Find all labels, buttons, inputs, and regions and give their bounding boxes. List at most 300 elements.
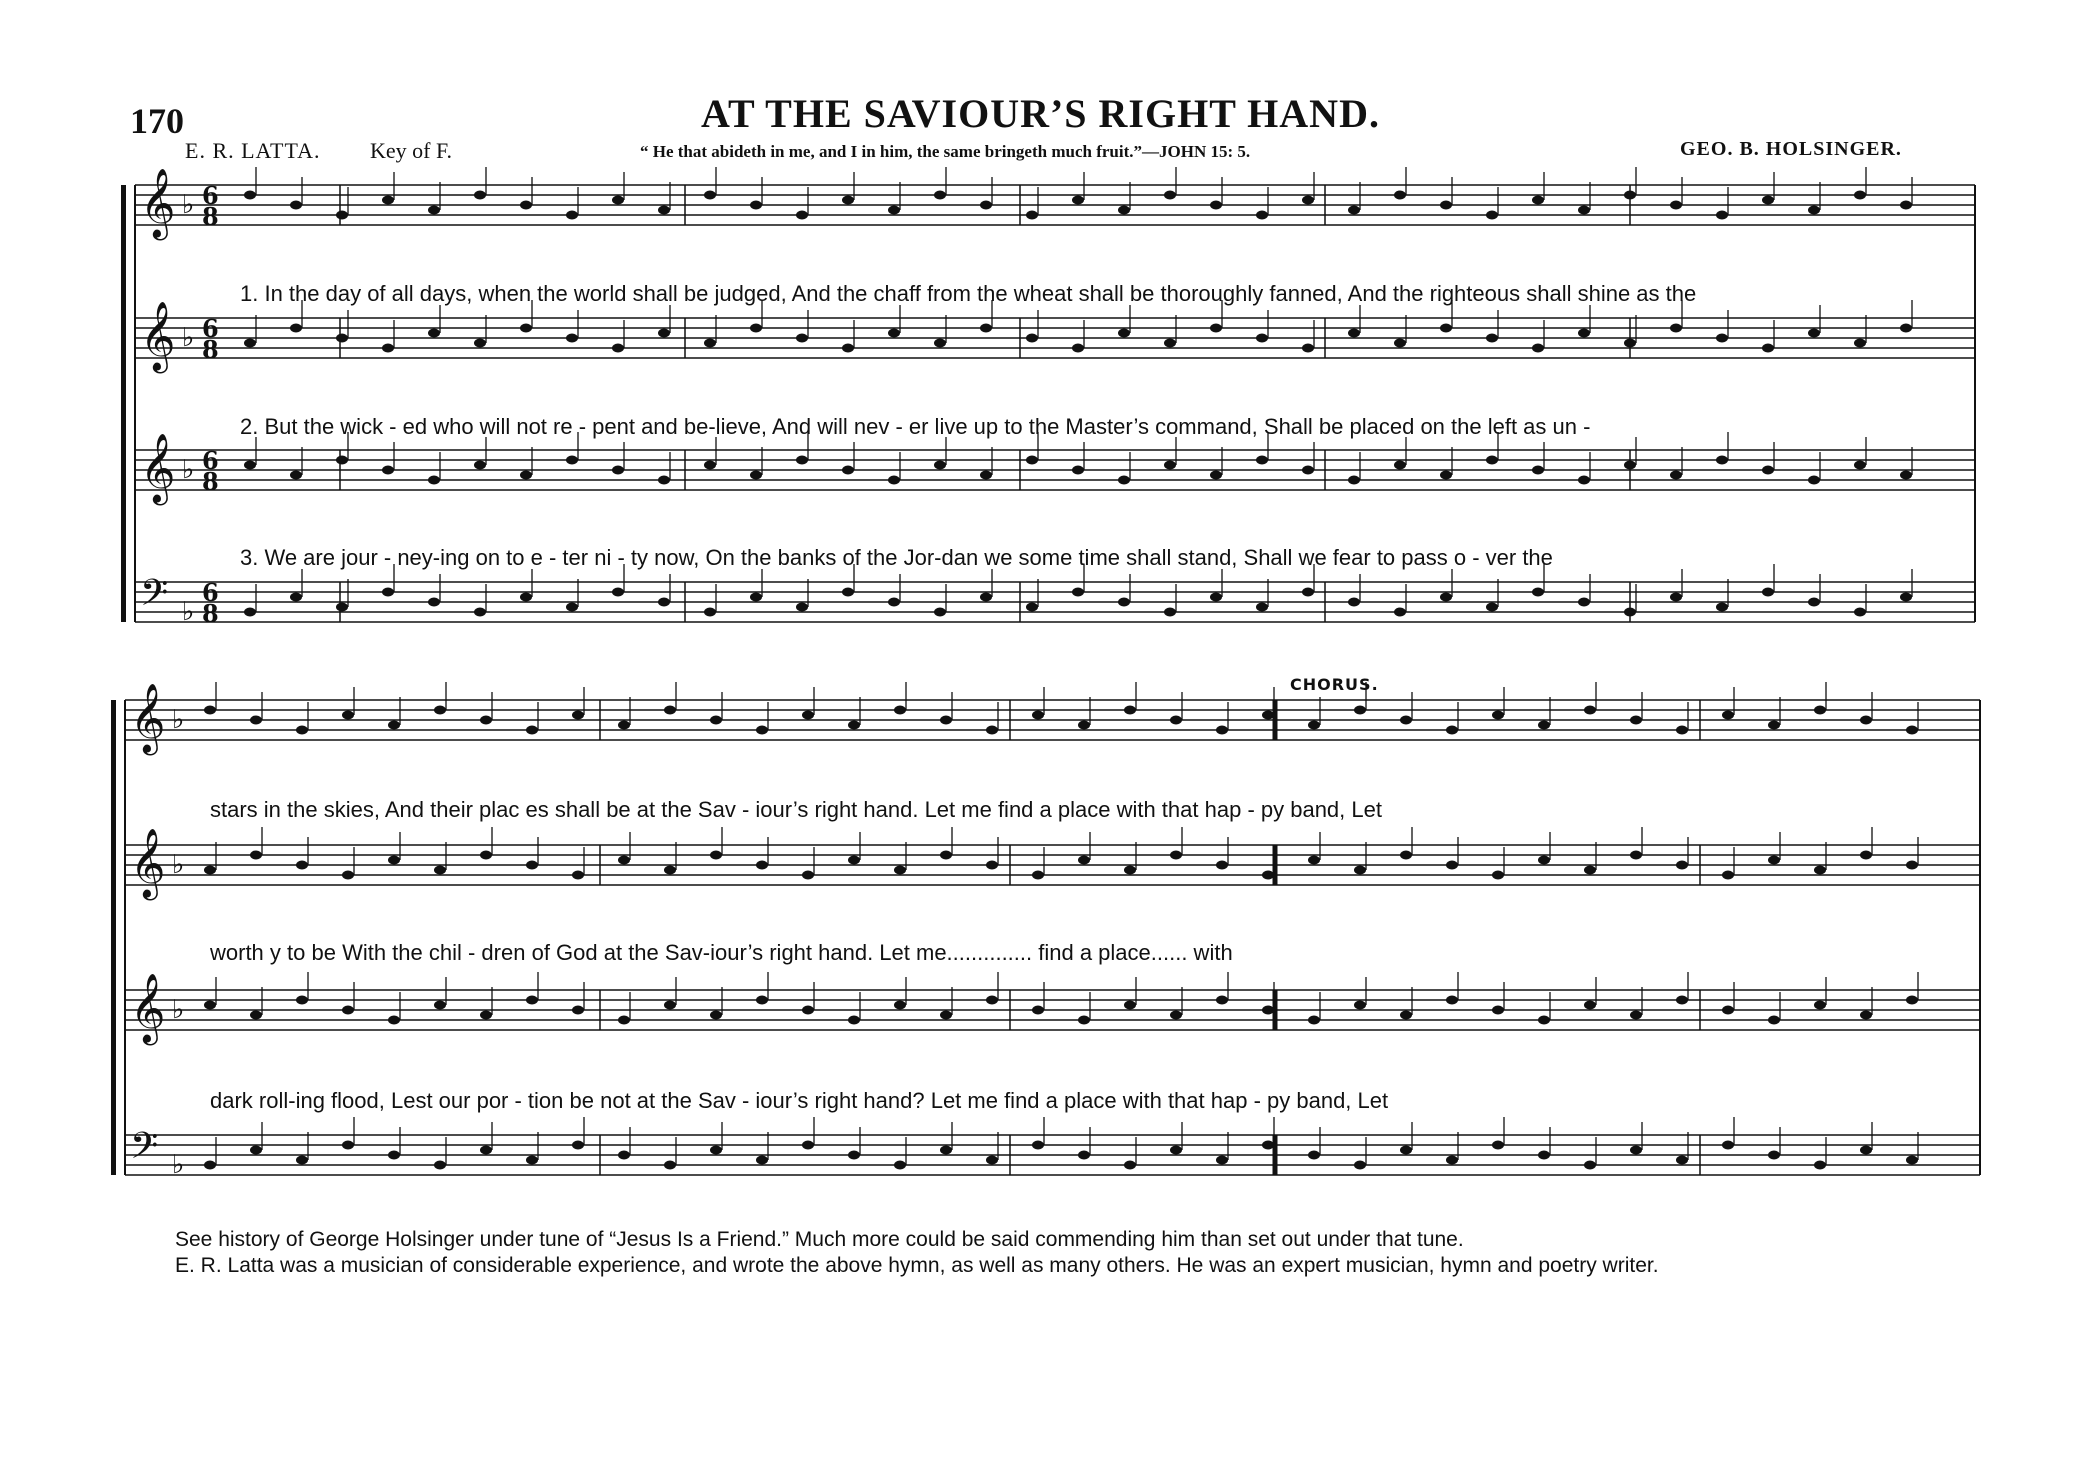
notehead	[342, 1006, 354, 1015]
notehead	[664, 866, 676, 875]
notehead	[842, 466, 854, 475]
flat-sign-icon: ♭	[172, 995, 185, 1025]
notehead	[1854, 461, 1866, 470]
notehead	[710, 851, 722, 860]
notehead	[1446, 726, 1458, 735]
notehead	[888, 476, 900, 485]
notehead	[1302, 466, 1314, 475]
notehead	[1348, 329, 1360, 338]
notehead	[520, 471, 532, 480]
notehead	[250, 1011, 262, 1020]
notehead	[296, 996, 308, 1005]
notehead	[1394, 191, 1406, 200]
notehead	[382, 466, 394, 475]
notehead	[1256, 456, 1268, 465]
notehead	[204, 866, 216, 875]
notehead	[1808, 476, 1820, 485]
system-brace-2	[111, 700, 116, 1175]
lyric-line-verse-1-continued: stars in the skies, And their plac es shall be at the Sav - iour’s right hand. Let me find a place with that hap - py band, Let	[210, 797, 1382, 822]
notehead	[612, 466, 624, 475]
notehead	[1354, 866, 1366, 875]
notehead	[1164, 608, 1176, 617]
treble-clef-icon: 𝄞	[140, 301, 176, 371]
notehead	[1854, 608, 1866, 617]
flat-sign-icon: ♭	[182, 597, 195, 627]
notehead	[940, 851, 952, 860]
notehead	[1032, 711, 1044, 720]
notehead	[1676, 861, 1688, 870]
notehead	[526, 1156, 538, 1165]
notehead	[1308, 1151, 1320, 1160]
hymn-title: AT THE SAVIOUR’S RIGHT HAND.	[701, 91, 1380, 136]
notehead	[1216, 861, 1228, 870]
notehead	[704, 608, 716, 617]
time-signature-denominator: 8	[202, 202, 219, 231]
notehead	[894, 1161, 906, 1170]
notehead	[1262, 871, 1274, 880]
notehead	[1716, 334, 1728, 343]
notehead	[1670, 324, 1682, 333]
notehead	[1486, 456, 1498, 465]
notehead	[1302, 588, 1314, 597]
notehead	[796, 456, 808, 465]
notehead	[934, 339, 946, 348]
notehead	[1216, 726, 1228, 735]
notehead	[1584, 1161, 1596, 1170]
notehead	[1486, 211, 1498, 220]
notehead	[934, 608, 946, 617]
notehead	[1440, 593, 1452, 602]
notehead	[1624, 608, 1636, 617]
notehead	[474, 191, 486, 200]
notehead	[1032, 871, 1044, 880]
notehead	[1170, 1146, 1182, 1155]
notehead	[388, 1016, 400, 1025]
notehead	[1808, 598, 1820, 607]
notehead	[888, 206, 900, 215]
bass-clef-icon: 𝄢	[140, 572, 169, 623]
notehead	[618, 1151, 630, 1160]
notehead	[1670, 201, 1682, 210]
notehead	[336, 334, 348, 343]
notehead	[1624, 461, 1636, 470]
notehead	[1308, 856, 1320, 865]
notehead	[250, 716, 262, 725]
notehead	[1532, 196, 1544, 205]
notehead	[1716, 456, 1728, 465]
notehead	[1578, 476, 1590, 485]
notehead	[1768, 856, 1780, 865]
notehead	[980, 593, 992, 602]
notehead	[388, 856, 400, 865]
notehead	[1262, 1141, 1274, 1150]
notehead	[986, 996, 998, 1005]
notehead	[618, 856, 630, 865]
notehead	[1538, 856, 1550, 865]
notehead	[1538, 721, 1550, 730]
notehead	[1860, 1146, 1872, 1155]
notehead	[244, 339, 256, 348]
notehead	[1722, 1006, 1734, 1015]
notehead	[1078, 856, 1090, 865]
notehead	[796, 211, 808, 220]
scripture-epigraph: “ He that abideth in me, and I in him, the same bringeth much fruit.”—JOHN 15: 5.	[640, 142, 1251, 161]
notehead	[1348, 598, 1360, 607]
notehead	[940, 1146, 952, 1155]
notehead	[1722, 711, 1734, 720]
notehead	[1118, 476, 1130, 485]
notehead	[934, 461, 946, 470]
notehead	[1210, 201, 1222, 210]
notehead	[1400, 716, 1412, 725]
treble-clef-icon: 𝄞	[130, 973, 166, 1043]
notehead	[1210, 324, 1222, 333]
notehead	[750, 593, 762, 602]
notehead	[480, 851, 492, 860]
time-signature-denominator: 8	[202, 599, 219, 628]
notehead	[1716, 211, 1728, 220]
notehead	[1078, 721, 1090, 730]
notehead	[1814, 1001, 1826, 1010]
notehead	[986, 861, 998, 870]
notehead	[1900, 324, 1912, 333]
notehead	[704, 461, 716, 470]
notehead	[802, 711, 814, 720]
time-signature-denominator: 8	[202, 467, 219, 496]
notehead	[1348, 206, 1360, 215]
notehead	[1124, 1001, 1136, 1010]
notehead	[750, 201, 762, 210]
notehead	[1676, 1156, 1688, 1165]
notehead	[204, 1001, 216, 1010]
notehead	[842, 196, 854, 205]
notehead	[1906, 996, 1918, 1005]
notehead	[612, 344, 624, 353]
notehead	[1118, 329, 1130, 338]
notehead	[612, 588, 624, 597]
chorus-label: CHORUS.	[1290, 675, 1379, 694]
notehead	[1256, 334, 1268, 343]
notehead	[296, 726, 308, 735]
notehead	[1032, 1141, 1044, 1150]
notehead	[250, 851, 262, 860]
notehead	[566, 211, 578, 220]
notehead	[474, 339, 486, 348]
notehead	[382, 344, 394, 353]
notehead	[480, 1011, 492, 1020]
footnote-holsinger: See history of George Holsinger under tune of “Jesus Is a Friend.” Much more could be said commending him than set out under that tune.	[175, 1228, 1464, 1251]
notehead	[796, 334, 808, 343]
notehead	[1630, 1146, 1642, 1155]
notehead	[802, 871, 814, 880]
notehead	[1446, 1156, 1458, 1165]
notehead	[1308, 721, 1320, 730]
notehead	[1808, 206, 1820, 215]
notehead	[1170, 716, 1182, 725]
notehead	[796, 603, 808, 612]
notehead	[1032, 1006, 1044, 1015]
notehead	[244, 608, 256, 617]
page-number: 170	[130, 101, 184, 141]
notehead	[848, 721, 860, 730]
notehead	[296, 861, 308, 870]
notehead	[1170, 851, 1182, 860]
notehead	[710, 1011, 722, 1020]
notehead	[1256, 603, 1268, 612]
notehead	[756, 1156, 768, 1165]
notehead	[1900, 201, 1912, 210]
notehead	[1026, 456, 1038, 465]
notehead	[704, 339, 716, 348]
notehead	[1630, 716, 1642, 725]
notehead	[1762, 588, 1774, 597]
notehead	[1860, 1011, 1872, 1020]
notehead	[250, 1146, 262, 1155]
notehead	[1446, 861, 1458, 870]
notehead	[1492, 711, 1504, 720]
notehead	[204, 1161, 216, 1170]
notehead	[756, 861, 768, 870]
notehead	[572, 1006, 584, 1015]
notehead	[1256, 211, 1268, 220]
notehead	[658, 206, 670, 215]
notehead	[1072, 588, 1084, 597]
notehead	[1906, 861, 1918, 870]
notehead	[474, 461, 486, 470]
notehead	[664, 706, 676, 715]
notehead	[1670, 593, 1682, 602]
flat-sign-icon: ♭	[182, 455, 195, 485]
notehead	[1400, 851, 1412, 860]
notehead	[1210, 471, 1222, 480]
notehead	[1584, 866, 1596, 875]
notehead	[1578, 206, 1590, 215]
notehead	[336, 211, 348, 220]
notehead	[1026, 603, 1038, 612]
notehead	[750, 324, 762, 333]
notehead	[842, 588, 854, 597]
notehead	[1400, 1011, 1412, 1020]
composer: GEO. B. HOLSINGER.	[1680, 138, 1902, 160]
notehead	[1584, 1001, 1596, 1010]
notehead	[1762, 466, 1774, 475]
notehead	[704, 191, 716, 200]
notehead	[894, 866, 906, 875]
notehead	[520, 324, 532, 333]
notehead	[1584, 706, 1596, 715]
notehead	[434, 1161, 446, 1170]
notehead	[1308, 1016, 1320, 1025]
notehead	[1078, 1016, 1090, 1025]
notehead	[710, 1146, 722, 1155]
notehead	[428, 206, 440, 215]
notehead	[1078, 1151, 1090, 1160]
notehead	[1768, 1016, 1780, 1025]
notehead	[848, 1151, 860, 1160]
notehead	[1302, 344, 1314, 353]
treble-clef-icon: 𝄞	[140, 168, 176, 238]
notehead	[1624, 339, 1636, 348]
notehead	[1072, 344, 1084, 353]
time-signature-numerator: 6	[202, 578, 219, 607]
notehead	[986, 726, 998, 735]
time-signature-denominator: 8	[202, 335, 219, 364]
notehead	[1906, 726, 1918, 735]
notehead	[986, 1156, 998, 1165]
notehead	[1164, 461, 1176, 470]
notehead	[566, 334, 578, 343]
notehead	[1164, 191, 1176, 200]
flat-sign-icon: ♭	[172, 1150, 185, 1180]
notehead	[710, 716, 722, 725]
notehead	[940, 716, 952, 725]
notehead	[1348, 476, 1360, 485]
notehead	[1072, 466, 1084, 475]
notehead	[1578, 598, 1590, 607]
notehead	[1860, 851, 1872, 860]
notehead	[336, 456, 348, 465]
notehead	[618, 721, 630, 730]
flat-sign-icon: ♭	[172, 850, 185, 880]
notehead	[1394, 339, 1406, 348]
notehead	[1854, 191, 1866, 200]
notehead	[434, 866, 446, 875]
notehead	[1768, 721, 1780, 730]
notehead	[1216, 1156, 1228, 1165]
notehead	[336, 603, 348, 612]
notehead	[244, 191, 256, 200]
notehead	[342, 1141, 354, 1150]
notehead	[1026, 334, 1038, 343]
notehead	[382, 588, 394, 597]
notehead	[1446, 996, 1458, 1005]
notehead	[1814, 1161, 1826, 1170]
notehead	[894, 1001, 906, 1010]
notehead	[290, 593, 302, 602]
notehead	[1210, 593, 1222, 602]
treble-clef-icon: 𝄞	[130, 828, 166, 898]
notehead	[434, 706, 446, 715]
notehead	[1492, 871, 1504, 880]
notehead	[428, 598, 440, 607]
notehead	[388, 1151, 400, 1160]
notehead	[658, 598, 670, 607]
notehead	[1630, 1011, 1642, 1020]
notehead	[1302, 196, 1314, 205]
notehead	[664, 1001, 676, 1010]
notehead	[1354, 1001, 1366, 1010]
bass-clef-icon: 𝄢	[130, 1125, 159, 1176]
notehead	[1492, 1141, 1504, 1150]
notehead	[842, 344, 854, 353]
notehead	[1262, 1006, 1274, 1015]
notehead	[1722, 1141, 1734, 1150]
notehead	[1814, 706, 1826, 715]
notehead	[1532, 466, 1544, 475]
notehead	[572, 871, 584, 880]
notehead	[1486, 603, 1498, 612]
notehead	[1670, 471, 1682, 480]
flat-sign-icon: ♭	[182, 190, 195, 220]
notehead	[566, 456, 578, 465]
notehead	[1814, 866, 1826, 875]
notehead	[1216, 996, 1228, 1005]
notehead	[658, 476, 670, 485]
time-signature-numerator: 6	[202, 314, 219, 343]
time-signature-numerator: 6	[202, 446, 219, 475]
notehead	[756, 996, 768, 1005]
lyric-line-verse-3: 3. We are jour - ney-ing on to e - ter ni - ty now, On the banks of the Jor-dan we some time shall stand, Shall we fear to pass o - ver the	[240, 545, 1553, 570]
notehead	[1124, 706, 1136, 715]
notehead	[980, 324, 992, 333]
notehead	[1532, 344, 1544, 353]
notehead	[1538, 1016, 1550, 1025]
notehead	[848, 856, 860, 865]
notehead	[382, 196, 394, 205]
notehead	[1170, 1011, 1182, 1020]
notehead	[434, 1001, 446, 1010]
notehead	[1900, 471, 1912, 480]
notehead	[980, 201, 992, 210]
notehead	[1578, 329, 1590, 338]
notehead	[296, 1156, 308, 1165]
notehead	[290, 471, 302, 480]
notehead	[664, 1161, 676, 1170]
notehead	[1394, 608, 1406, 617]
notehead	[480, 1146, 492, 1155]
notehead	[388, 721, 400, 730]
notehead	[750, 471, 762, 480]
notehead	[526, 726, 538, 735]
lyric-line-verse-3-continued: dark roll-ing flood, Lest our por - tion be not at the Sav - iour’s right hand? Let me find a place with that hap - py band, Let	[210, 1088, 1389, 1113]
lyricist: E. R. LATTA.	[185, 138, 321, 163]
lyric-line-verse-2-continued: worth y to be With the chil - dren of God at the Sav-iour’s right hand. Let me.............. find a place...... with	[210, 940, 1233, 965]
notehead	[1906, 1156, 1918, 1165]
notehead	[1624, 191, 1636, 200]
notehead	[1124, 866, 1136, 875]
notehead	[1164, 339, 1176, 348]
notehead	[980, 471, 992, 480]
notehead	[1900, 593, 1912, 602]
notehead	[342, 711, 354, 720]
notehead	[1492, 1006, 1504, 1015]
notehead	[888, 598, 900, 607]
notehead	[290, 324, 302, 333]
notehead	[1394, 461, 1406, 470]
notehead	[1716, 603, 1728, 612]
notehead	[1676, 726, 1688, 735]
notehead	[618, 1016, 630, 1025]
notehead	[1538, 1151, 1550, 1160]
notehead	[802, 1141, 814, 1150]
notehead	[1860, 716, 1872, 725]
notehead	[204, 706, 216, 715]
notehead	[1762, 344, 1774, 353]
notehead	[894, 706, 906, 715]
notehead	[1808, 329, 1820, 338]
notehead	[1026, 211, 1038, 220]
footnotes	[175, 1227, 1659, 1279]
notehead	[1486, 334, 1498, 343]
notehead	[566, 603, 578, 612]
notehead	[1762, 196, 1774, 205]
treble-clef-icon: 𝄞	[130, 683, 166, 753]
notehead	[342, 871, 354, 880]
flat-sign-icon: ♭	[172, 705, 185, 735]
notehead	[1118, 206, 1130, 215]
lyric-line-verse-2: 2. But the wick - ed who will not re - pent and be-lieve, And will nev - er live up to the Master’s command, Shall be placed on the left as un -	[240, 414, 1591, 439]
notehead	[1854, 339, 1866, 348]
